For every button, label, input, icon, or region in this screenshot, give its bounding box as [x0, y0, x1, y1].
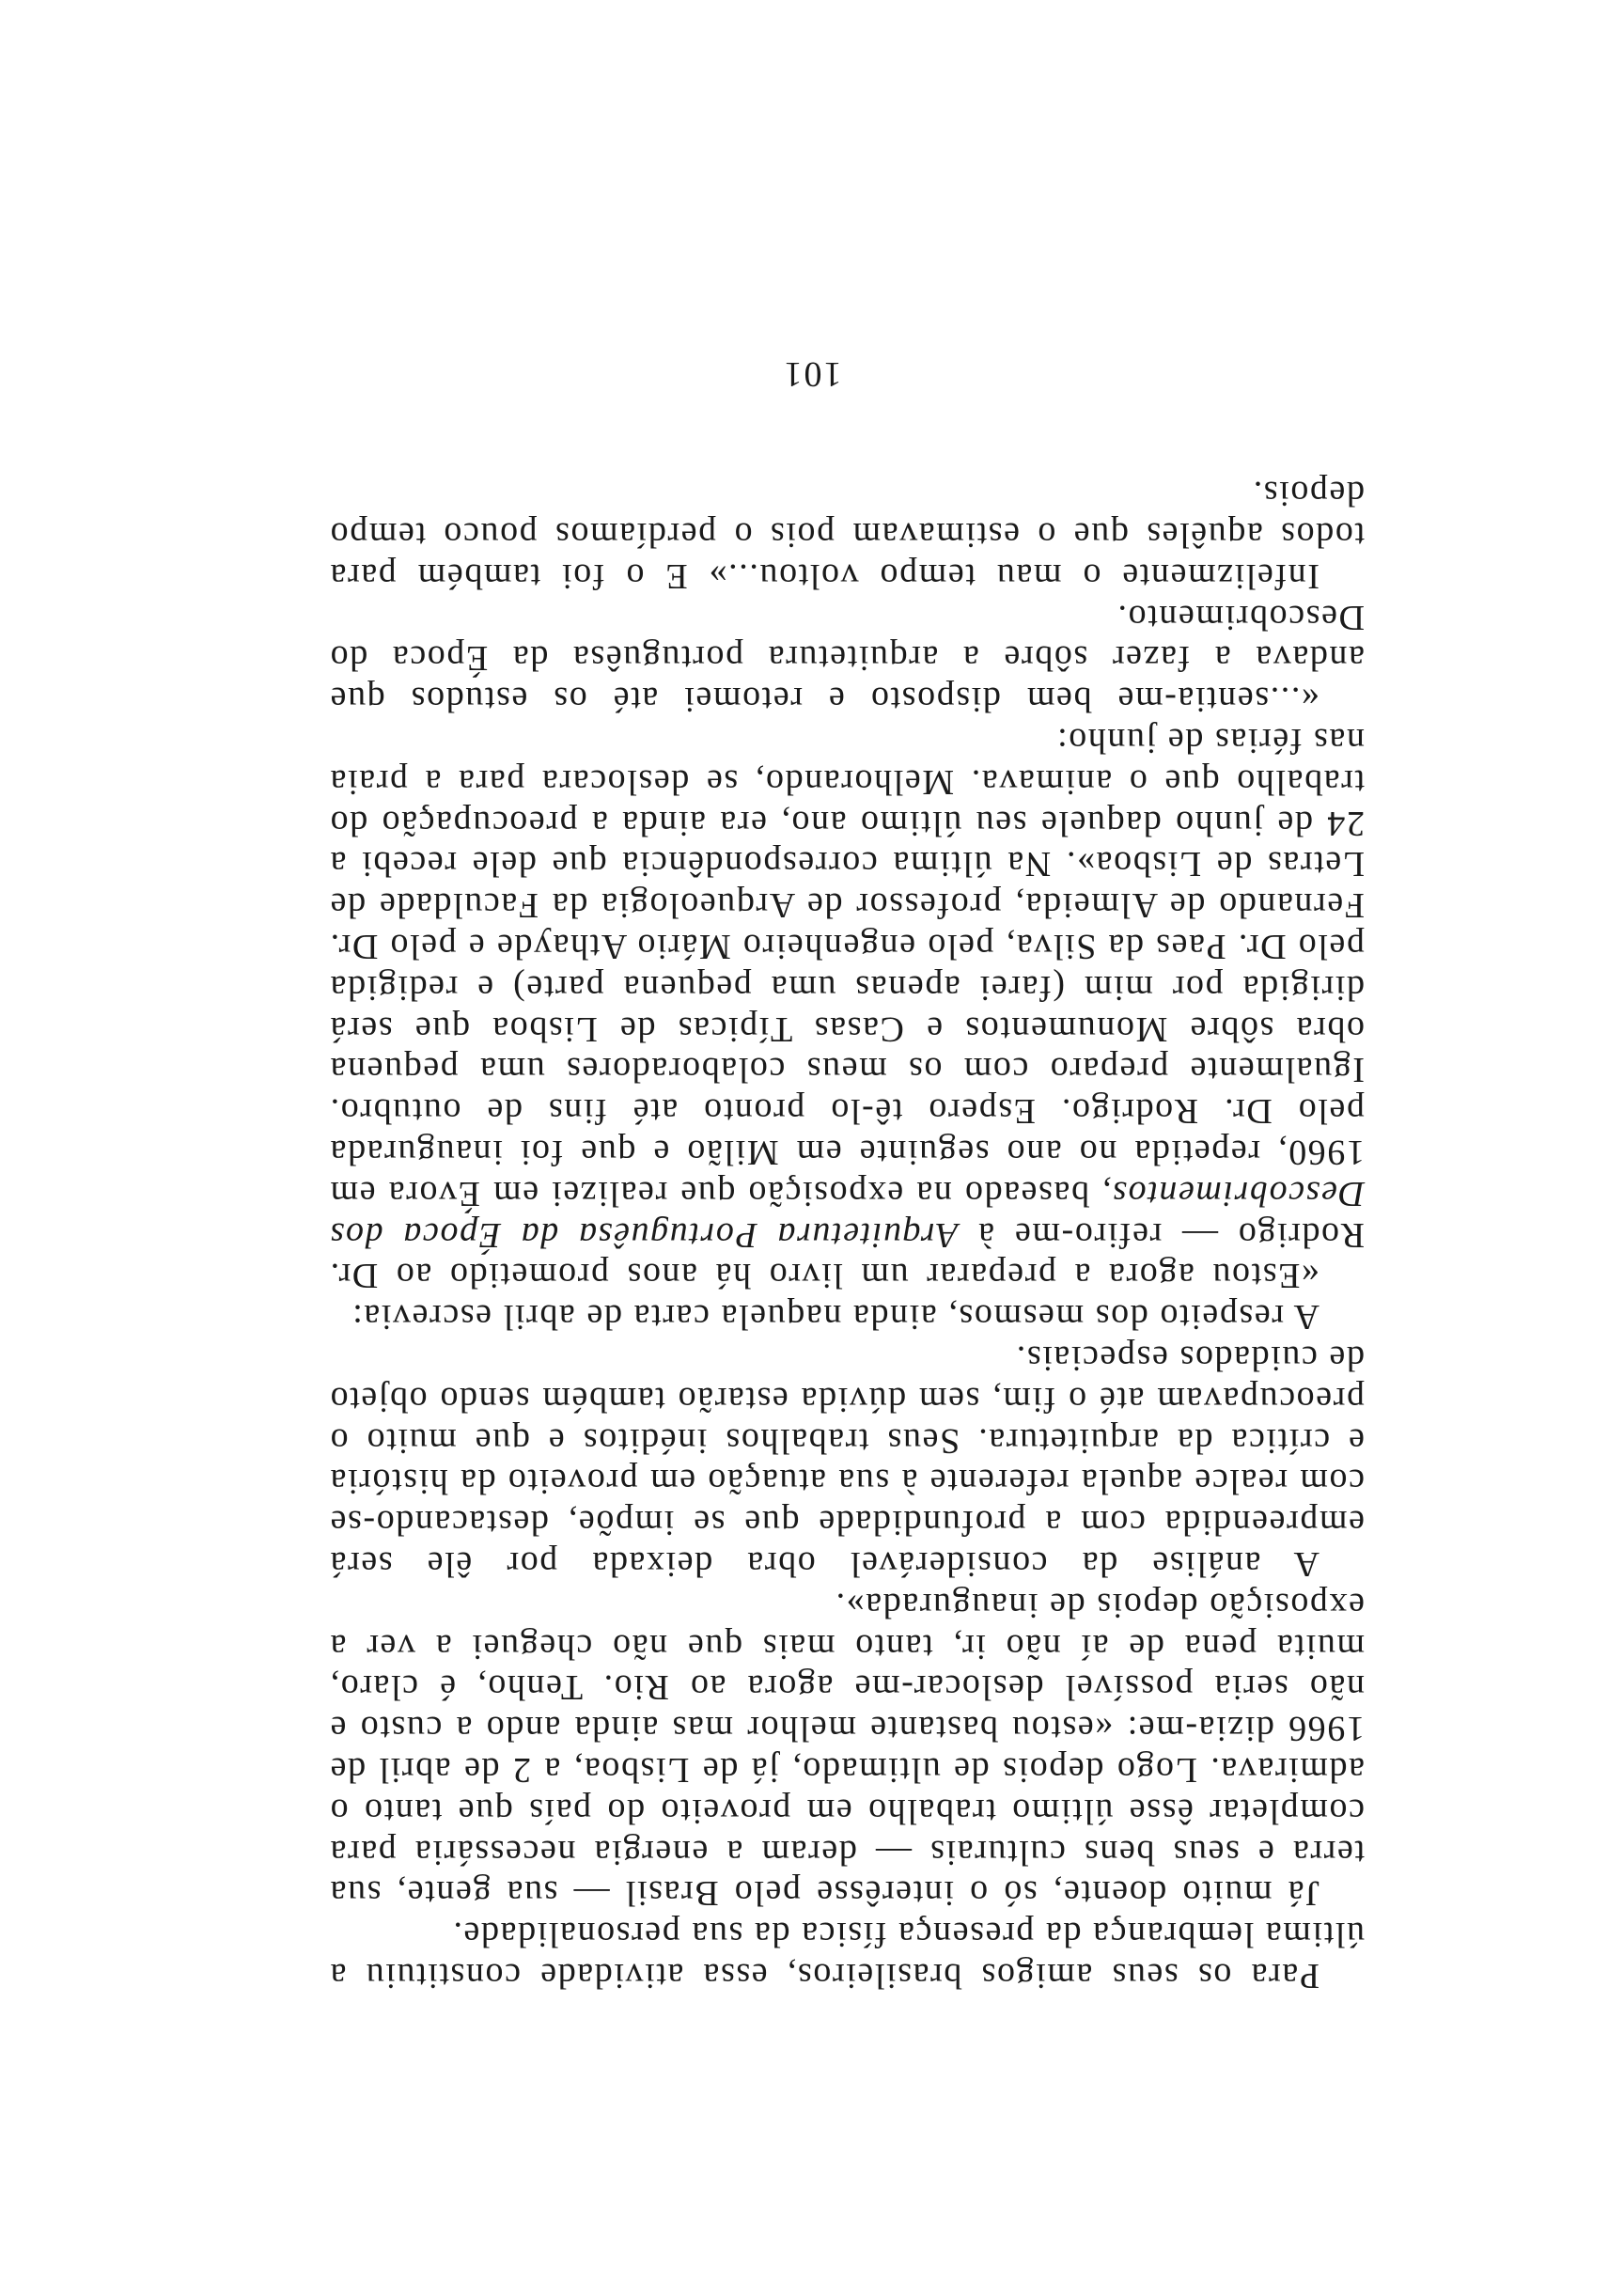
- body-text: [329, 473, 1365, 1995]
- paragraph-2: Já muito doente, só o interêsse pelo Brasil — sua gente, sua terra e seus bens culturais — deram a energia necessária para completar êsse último trabalho em proveito do país que tanto o admirava. Logo depois de ultimado, já de Lisboa, a 2 de abril de 1966 dizia-me: «estou bastante melhor mas ainda ando a custo e não seria possível deslocar-me agora ao Rio. Tenho, é claro, muita pena de aí não ir, tanto mais que não cheguei a ver a exposição depois de inaugurada».: [329, 1585, 1365, 1914]
- paragraph-5-part-3: baseado na exposição que realizei em Évora em 1960, repetida no ano seguinte em Milão e que foi inaugurada pelo Dr. Rodrigo. Espero tê-lo pronto até fins de outubro. Igualmente preparo com os meus colaboradores uma pequena obra sôbre Monumentos e Casas Típicas de Lisboa que será dirigida por mim (farei apenas uma pequena parte) e redigida pelo Dr. Paes da Silva, pelo engenheiro Mário Athayde e pelo Dr. Fernando de Almeida, professor de Arqueologia da Faculdade de Letras de Lisboa». Na última correspondência que dele recebi a 24 de junho daquele seu último ano, era ainda a preocupação do trabalho que o animava. Melhorando, se deslocara para a praia nas férias de junho:: [329, 721, 1365, 1213]
- paragraph-7: Infelizmente o mau tempo voltou...» E o foi também para todos aquêles que o estimavam pois o perdíamos pouco tempo depois.: [329, 474, 1365, 596]
- paragraph-4: A respeito dos mesmos, ainda naquela carta de abril escrevia:: [351, 1297, 1320, 1338]
- paragraph-1: Para os seus amigos brasileiros, essa atividade constituiu a última lembrança da presença física da sua personalidade.: [329, 1915, 1365, 1995]
- page-number: 101: [782, 354, 842, 394]
- paragraph-5-part-1: «Estou agora a preparar um livro há anos prometido ao Dr. Rodrigo — refiro-me à: [329, 1214, 1365, 1296]
- book-title-italic: Arquitetura Portuguêsa da Época dos Descobrimentos,: [329, 1173, 1365, 1255]
- paragraph-5-letter-quote: [329, 719, 1365, 1295]
- paragraph-3: A análise da considerável obra deixada por êle será empreendida com a profundidade que se impõe, destacando-se com realce aquela referente à sua atuação em proveito da história e crítica da arquitetura. Seus trabalhos inéditos e que muito o preocupavam até o fim, sem dúvida estarão também sendo objeto de cuidados especiais.: [329, 1338, 1365, 1585]
- paragraph-6-quote: «...sentia-me bem disposto e retomei até os estudos que andava a fazer sôbre a arquitetura portuguêsa da Época do Descobrimento.: [329, 597, 1365, 720]
